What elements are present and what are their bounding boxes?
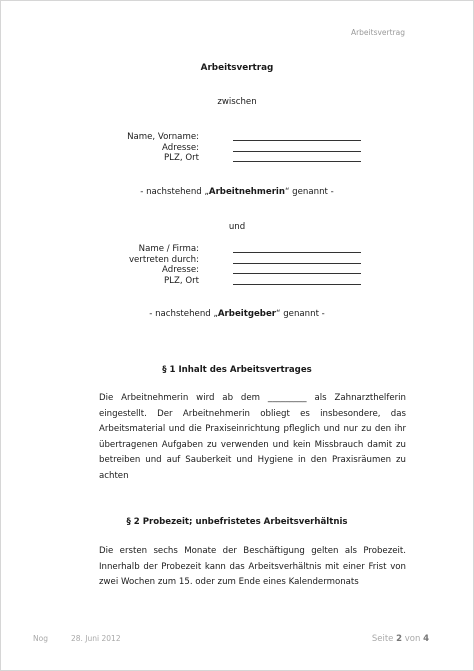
field-row — [1, 265, 473, 276]
field-label: PLZ, Ort — [164, 153, 199, 163]
field-row — [1, 153, 473, 164]
field-label: Adresse: — [162, 142, 199, 153]
field-row — [1, 276, 473, 287]
blank-line — [233, 284, 361, 285]
note-suffix: “ genannt - — [276, 309, 325, 319]
page-of: von — [404, 634, 421, 644]
field-label: vertreten durch: — [128, 254, 199, 265]
field-row — [1, 143, 473, 154]
and-text: und — [228, 222, 246, 232]
blank-line — [233, 161, 361, 162]
note-suffix: “ genannt - — [285, 187, 334, 197]
note-bold: Arbeitnehmerin — [208, 187, 285, 197]
field-label: Name / Firma: — [138, 244, 199, 254]
field-row — [1, 132, 473, 143]
field-label: Name, Vorname: — [127, 132, 199, 142]
note-prefix: - nachstehend „ — [140, 187, 209, 197]
employee-fields — [1, 132, 473, 164]
blank-line — [233, 140, 361, 141]
blank-line — [233, 273, 361, 274]
field-label: Adresse: — [162, 265, 199, 275]
field-row — [1, 255, 473, 266]
employer-fields — [1, 244, 473, 286]
employer-note — [1, 309, 473, 319]
section-2-text: Die ersten sechs Monate der Beschäftigung gelten als Probezeit. Innerhalb der Probezeit kann das Arbeitsverhältnis mit einer Frist von zwei Wochen zum 15. oder zum Ende eines Kalendermonats — [99, 546, 406, 588]
note-bold: Arbeitgeber — [217, 309, 277, 319]
between-text: zwischen — [217, 97, 257, 107]
header-title: Arbeitsvertrag — [350, 28, 405, 37]
note-prefix: - nachstehend „ — [149, 309, 218, 319]
field-row — [1, 244, 473, 255]
footer-initials: Nog — [33, 634, 48, 643]
section-1-text: Die Arbeitnehmerin wird ab dem _________ als Zahnarzthelferin eingestellt. Der Arbeitnehmerin obliegt es insbesondere, das Arbeitsmaterial und die Praxiseinrichtung pfleglich und nur zu den ihr übertragenen Aufgaben zu verwenden und kein Missbrauch damit zu betreiben und auf Sauberkeit und Hygiene in den Praxisräumen zu achten — [99, 393, 406, 481]
document-title: Arbeitsvertrag — [200, 63, 274, 73]
page-word: Seite — [371, 634, 394, 644]
footer-date: 28. Juni 2012 — [71, 634, 121, 643]
blank-line — [233, 151, 361, 152]
blank-line — [233, 263, 361, 264]
page-total: 4 — [423, 634, 429, 644]
field-label: PLZ, Ort — [164, 275, 199, 286]
employee-note — [1, 187, 473, 197]
section-2-heading: § 2 Probezeit; unbefristetes Arbeitsverhältnis — [126, 517, 348, 527]
blank-line — [233, 252, 361, 253]
page-current: 2 — [396, 634, 403, 644]
section-1-heading: § 1 Inhalt des Arbeitsvertrages — [162, 365, 312, 375]
page-counter — [372, 634, 429, 644]
